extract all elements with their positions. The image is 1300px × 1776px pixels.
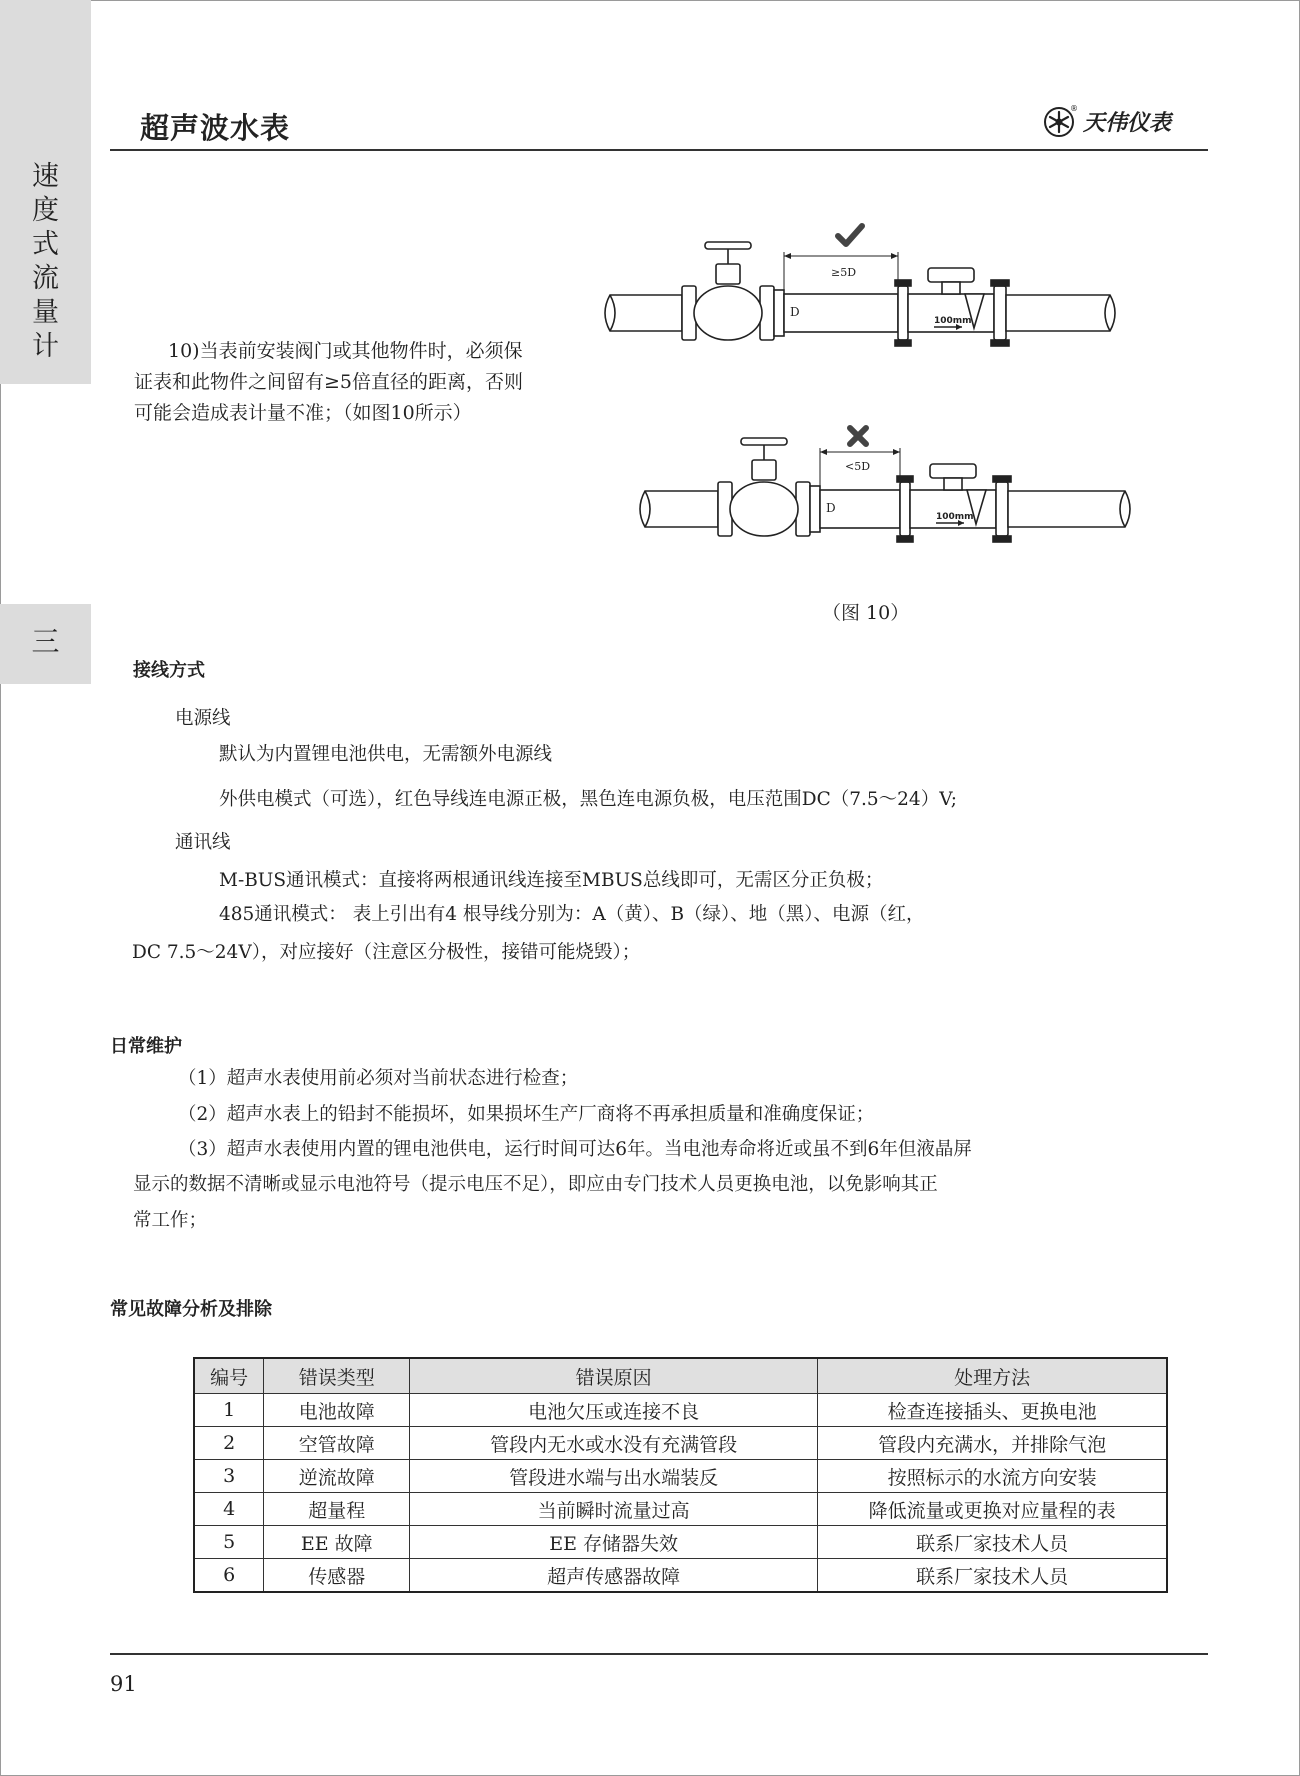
table-row — [194, 1559, 1167, 1593]
wiring-heading: 接线方式 — [133, 660, 205, 681]
maintenance-item-2: （2）超声水表上的铅封不能损坏，如果损坏生产厂商将不再承担质量和准确度保证； — [178, 1104, 875, 1125]
left-pipe — [640, 491, 718, 527]
fault-table — [193, 1357, 1168, 1593]
table-cell: 超量程 — [264, 1493, 410, 1526]
page-title: 超声波水表 — [140, 111, 291, 145]
column-header: 错误类型 — [264, 1358, 410, 1394]
table-cell: 5 — [194, 1526, 264, 1559]
chapter-char: 计 — [32, 331, 59, 362]
section-tab-label: 三 — [31, 625, 60, 658]
column-header: 编号 — [194, 1358, 264, 1394]
meter-size-label: 100mm — [934, 316, 972, 326]
table-row — [194, 1427, 1167, 1460]
table-row — [194, 1394, 1167, 1427]
table-cell: 1 — [194, 1394, 264, 1427]
straight-section — [784, 294, 898, 332]
table-cell: 检查连接插头、更换电池 — [818, 1394, 1167, 1427]
valve-handwheel — [741, 438, 787, 445]
footer-divider — [110, 1653, 1208, 1655]
table-cell: 当前瞬时流量过高 — [410, 1493, 818, 1526]
registered-mark: ® — [1070, 104, 1078, 113]
maintenance-item-3-line-2: 显示的数据不清晰或显示电池符号（提示电压不足），即应由专门技术人员更换电池，以免影响其正 — [133, 1174, 938, 1195]
check-icon — [838, 226, 862, 244]
table-cell: 空管故障 — [264, 1427, 410, 1460]
power-line-text-1: 默认为内置锂电池供电，无需额外电源线 — [219, 744, 553, 765]
table-row — [194, 1493, 1167, 1526]
chapter-char: 式 — [32, 229, 59, 260]
table-cell: 管段进水端与出水端装反 — [410, 1460, 818, 1493]
valve-handwheel — [705, 242, 751, 249]
install-note-text: 10)当表前安装阀门或其他物件时，必须保证表和此物件之间留有≥5倍直径的距离，否则可能会造成表计量不准；（如图10所示） — [134, 340, 524, 424]
chapter-char: 量 — [32, 297, 59, 328]
table-cell: 传感器 — [264, 1559, 410, 1593]
header-divider — [110, 149, 1208, 151]
distance-label-wrong: <5D — [845, 460, 871, 473]
diameter-label: D — [826, 501, 836, 515]
cross-icon — [850, 428, 866, 444]
table-cell: 联系厂家技术人员 — [818, 1559, 1167, 1593]
table-cell: 4 — [194, 1493, 264, 1526]
table-cell: 联系厂家技术人员 — [818, 1526, 1167, 1559]
power-line-text-2: 外供电模式（可选），红色导线连电源正极，黑色连电源负极，电压范围DC（7.5～24）V; — [219, 789, 957, 810]
table-cell: EE 存储器失效 — [410, 1526, 818, 1559]
maintenance-heading: 日常维护 — [110, 1036, 182, 1057]
page-number: 91 — [110, 1672, 137, 1696]
maintenance-item-3-line-1: （3）超声水表使用内置的锂电池供电，运行时间可达6年。当电池寿命将近或虽不到6年但液晶屏 — [178, 1139, 972, 1160]
comm-line-text-3: DC 7.5～24V），对应接好（注意区分极性，接错可能烧毁）； — [132, 942, 641, 963]
figure-caption: （图 10） — [822, 602, 910, 624]
brand — [1043, 104, 1171, 138]
table-header-row — [194, 1358, 1167, 1394]
table-row — [194, 1526, 1167, 1559]
brand-name: 天伟仪表 — [1083, 109, 1172, 136]
distance-label-correct: ≥5D — [831, 266, 857, 279]
table-cell: 降低流量或更换对应量程的表 — [818, 1493, 1167, 1526]
installation-figure — [590, 228, 1135, 598]
table-cell: 2 — [194, 1427, 264, 1460]
install-note — [134, 336, 529, 429]
table-cell: 6 — [194, 1559, 264, 1593]
column-header: 处理方法 — [818, 1358, 1167, 1394]
faults-heading: 常见故障分析及排除 — [110, 1299, 272, 1320]
meter-size-label: 100mm — [936, 512, 974, 522]
brand-logo-icon — [1043, 104, 1077, 138]
comm-line-text-2: 485通讯模式： 表上引出有4 根导线分别为：A（黄）、B（绿）、地（黑）、电源（红， — [219, 904, 925, 925]
valve-body — [694, 286, 762, 340]
column-header: 错误原因 — [410, 1358, 818, 1394]
right-pipe — [1008, 491, 1130, 527]
table-cell: 超声传感器故障 — [410, 1559, 818, 1593]
valve-body — [730, 482, 798, 536]
table-row — [194, 1460, 1167, 1493]
comm-line-text-1: M-BUS通讯模式：直接将两根通讯线连接至MBUS总线即可，无需区分正负极； — [219, 870, 884, 891]
correct-install-diagram — [605, 226, 1115, 346]
table-cell: 电池欠压或连接不良 — [410, 1394, 818, 1427]
power-line-title: 电源线 — [175, 708, 231, 729]
chapter-char: 流 — [32, 263, 59, 294]
maintenance-item-3-line-3: 常工作； — [133, 1210, 208, 1231]
table-cell: 电池故障 — [264, 1394, 410, 1427]
comm-line-title: 通讯线 — [175, 832, 231, 853]
chapter-char: 速 — [32, 161, 59, 192]
left-pipe — [605, 295, 682, 331]
table-cell: 管段内无水或水没有充满管段 — [410, 1427, 818, 1460]
table-cell: 逆流故障 — [264, 1460, 410, 1493]
maintenance-item-1: （1）超声水表使用前必须对当前状态进行检查； — [178, 1068, 579, 1089]
wrong-install-diagram — [640, 428, 1130, 542]
diameter-label: D — [790, 305, 800, 319]
chapter-title-vertical — [0, 160, 91, 364]
chapter-char: 度 — [32, 195, 59, 226]
table-cell: EE 故障 — [264, 1526, 410, 1559]
table-cell: 管段内充满水，并排除气泡 — [818, 1427, 1167, 1460]
right-pipe — [1006, 295, 1115, 331]
table-cell: 3 — [194, 1460, 264, 1493]
table-cell: 按照标示的水流方向安装 — [818, 1460, 1167, 1493]
